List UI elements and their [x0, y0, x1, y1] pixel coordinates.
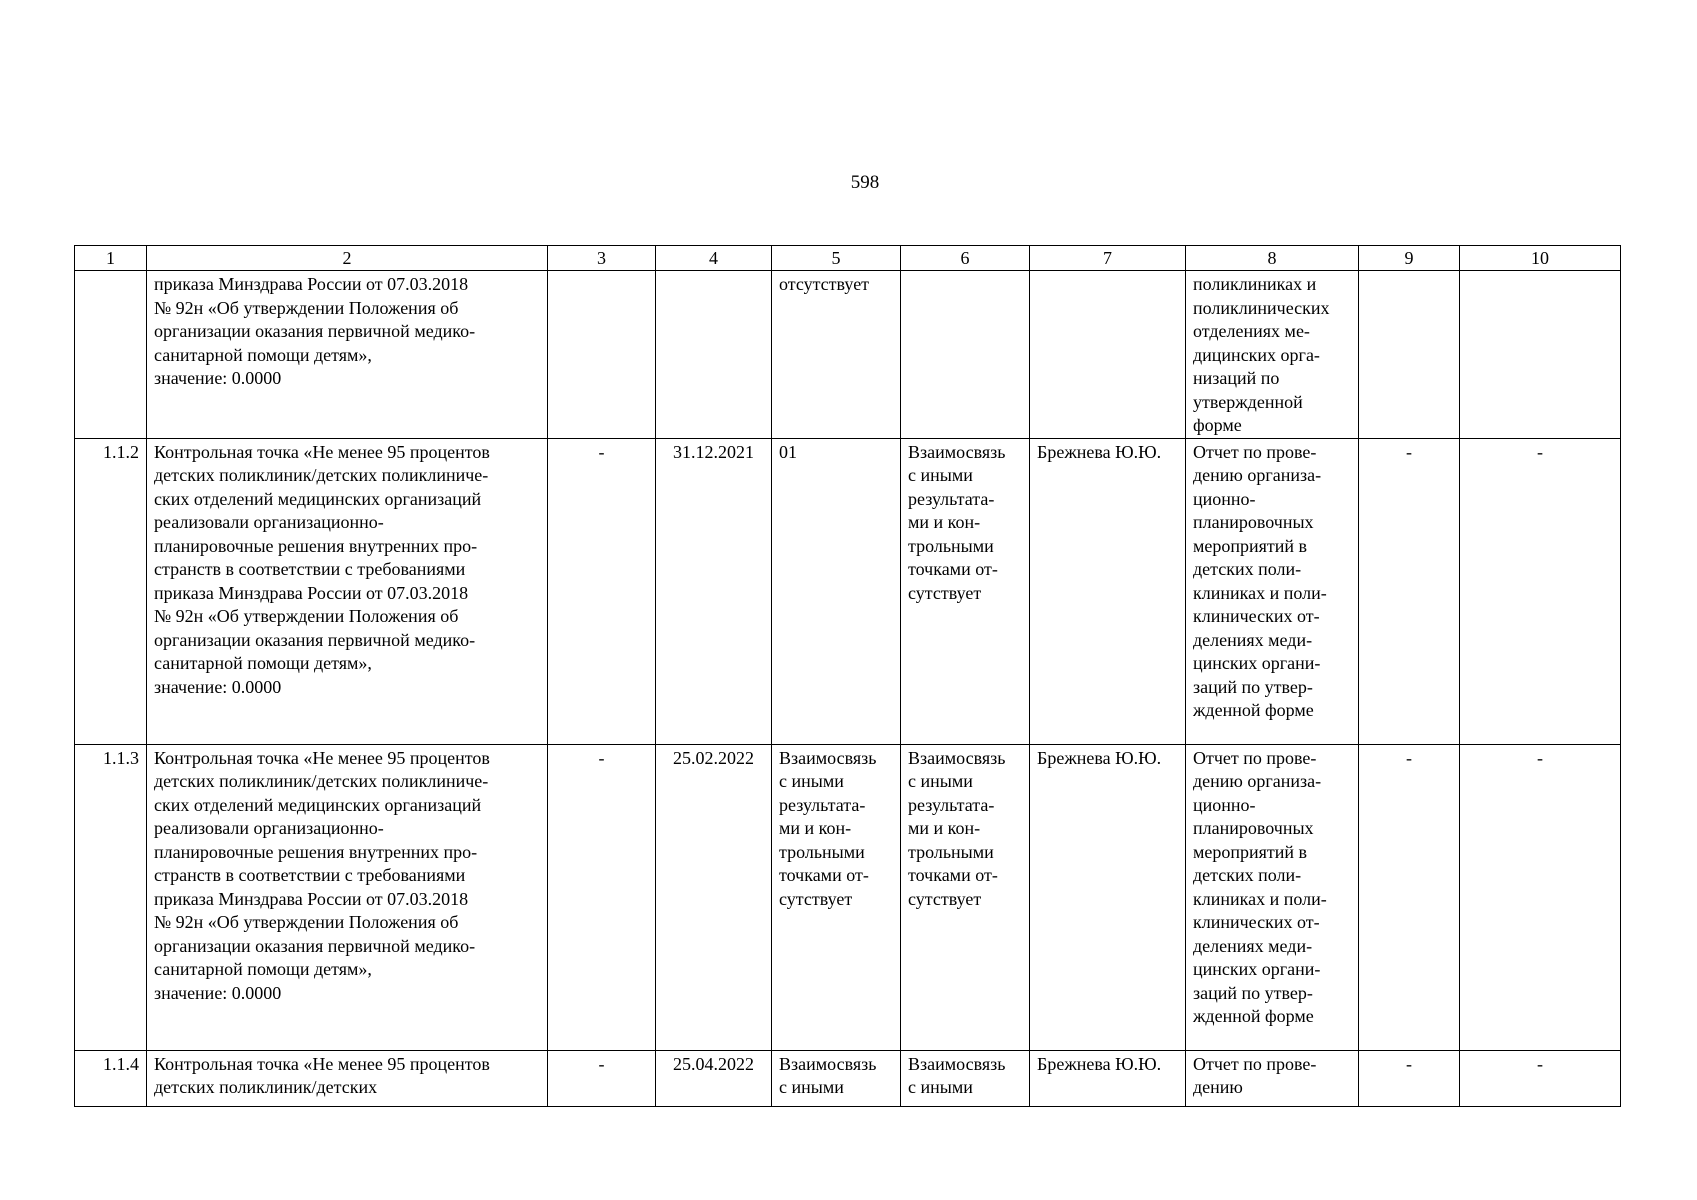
row-end: 25.04.2022 [656, 1050, 772, 1106]
row-info: - [1460, 438, 1621, 744]
header-col-1: 1 [75, 246, 147, 271]
row-level [1359, 271, 1460, 439]
row-end: 31.12.2021 [656, 438, 772, 744]
row-number [75, 271, 147, 439]
row-name: приказа Минздрава России от 07.03.2018 № 92н «Об утверждении Положения об организации оказания первичной медико- санитарной помощи детям», значение: 0.0000 [147, 271, 548, 439]
row-responsible: Брежнева Ю.Ю. [1030, 438, 1186, 744]
row-info [1460, 271, 1621, 439]
row-start: - [548, 1050, 656, 1106]
row-start: - [548, 744, 656, 1050]
row-type: Взаимосвязь с иными результата- ми и кон- трольными точками от- сутствует [772, 744, 901, 1050]
milestones-table [74, 245, 1621, 1107]
row-end [656, 271, 772, 439]
row-name: Контрольная точка «Не менее 95 процентов детских поликлиник/детских поликлиниче- ских отделений медицинских организаций реализовали организационно- планировочные решения внутренних про- странств в соответствии с требованиями приказа Минздрава России от 07.03.2018 № 92н «Об утверждении Положения об организации оказания первичной медико- санитарной помощи детям», значение: 0.0000 [147, 744, 548, 1050]
table-row [75, 438, 1621, 744]
row-type: отсутствует [772, 271, 901, 439]
row-level: - [1359, 1050, 1460, 1106]
row-relation: Взаимосвязь с иными результата- ми и кон- трольными точками от- сутствует [901, 438, 1030, 744]
row-end: 25.02.2022 [656, 744, 772, 1050]
header-row [75, 246, 1621, 271]
row-level: - [1359, 744, 1460, 1050]
row-relation [901, 271, 1030, 439]
row-number: 1.1.2 [75, 438, 147, 744]
row-start: - [548, 438, 656, 744]
row-name: Контрольная точка «Не менее 95 процентов детских поликлиник/детских [147, 1050, 548, 1106]
row-name: Контрольная точка «Не менее 95 процентов детских поликлиник/детских поликлиниче- ских отделений медицинских организаций реализовали организационно- планировочные решения внутренних про- странств в соответствии с требованиями приказа Минздрава России от 07.03.2018 № 92н «Об утверждении Положения об организации оказания первичной медико- санитарной помощи детям», значение: 0.0000 [147, 438, 548, 744]
row-relation: Взаимосвязь с иными результата- ми и кон- трольными точками от- сутствует [901, 744, 1030, 1050]
row-type: Взаимосвязь с иными [772, 1050, 901, 1106]
row-document: Отчет по прове- дению организа- ционно- планировочных мероприятий в детских поли- клиниках и поли- клинических от- делениях меди- цинских органи- заций по утвер- жденной форме [1186, 744, 1359, 1050]
row-responsible [1030, 271, 1186, 439]
table-row [75, 1050, 1621, 1106]
header-col-10: 10 [1460, 246, 1621, 271]
row-document: поликлиниках и поликлинических отделениях ме- дицинских орга- низаций по утвержденной форме [1186, 271, 1359, 439]
page-number: 598 [850, 172, 880, 193]
row-document: Отчет по прове- дению организа- ционно- планировочных мероприятий в детских поли- клиниках и поли- клинических от- делениях меди- цинских органи- заций по утвер- жденной форме [1186, 438, 1359, 744]
header-col-9: 9 [1359, 246, 1460, 271]
row-info: - [1460, 1050, 1621, 1106]
row-relation: Взаимосвязь с иными [901, 1050, 1030, 1106]
header-col-2: 2 [147, 246, 548, 271]
row-responsible: Брежнева Ю.Ю. [1030, 744, 1186, 1050]
header-col-6: 6 [901, 246, 1030, 271]
row-info: - [1460, 744, 1621, 1050]
row-document: Отчет по прове- дению [1186, 1050, 1359, 1106]
table-row [75, 744, 1621, 1050]
table-row [75, 271, 1621, 439]
row-responsible: Брежнева Ю.Ю. [1030, 1050, 1186, 1106]
row-level: - [1359, 438, 1460, 744]
row-number: 1.1.4 [75, 1050, 147, 1106]
header-col-3: 3 [548, 246, 656, 271]
header-col-5: 5 [772, 246, 901, 271]
header-col-7: 7 [1030, 246, 1186, 271]
header-col-8: 8 [1186, 246, 1359, 271]
row-number: 1.1.3 [75, 744, 147, 1050]
row-type: 01 [772, 438, 901, 744]
header-col-4: 4 [656, 246, 772, 271]
row-start [548, 271, 656, 439]
